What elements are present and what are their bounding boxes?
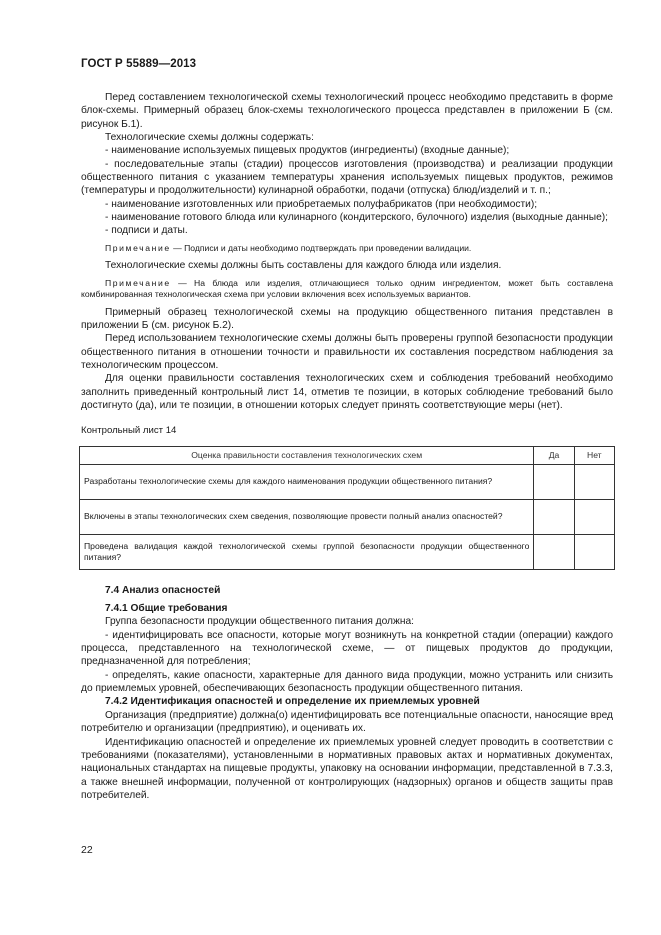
subsection-heading: 7.4.1 Общие требования — [105, 603, 228, 615]
table-row — [80, 499, 615, 534]
note-label: Примечание — [105, 277, 171, 288]
criterion-cell: Включены в этапы технологических схем сведения, позволяющие провести полный анализ опасностей? — [80, 499, 534, 534]
list-item: - наименование изготовленных или приобретаемых полуфабрикатов (при необходимости); — [105, 198, 538, 210]
checklist-table — [79, 446, 615, 570]
list-item: - последовательные этапы (стадии) процессов изготовления (производства) и реализации продукции общественного питания с указанием температуры хранения используемых пищевых продуктов, режимов (температуры и продолжительности) кулинарной обработки, подачи (отпуска) блюд/изделий и т. п.; — [81, 158, 613, 197]
paragraph: Перед использованием технологические схемы должны быть проверены группой безопасности продукции общественного питания в отношении точности и правильности их составления посредством наблюдения за технологическим процессом. — [81, 333, 613, 371]
section-heading: 7.4 Анализ опасностей — [105, 584, 221, 596]
list-item: - наименование готового блюда или кулинарного (кондитерского, булочного) изделия (выходные данные); — [105, 212, 608, 224]
paragraph: Примерный образец технологической схемы на продукцию общественного питания представлен в приложении Б (см. рисунок Б.2). — [81, 306, 613, 331]
subsection-body — [81, 709, 613, 802]
paragraph: Перед составлением технологической схемы технологический процесс необходимо представить в форме блок-схемы. Примерный образец блок-схемы технологического процесса представлен в приложении Б (см. рисунок Б.1). — [81, 92, 613, 130]
no-header: Нет — [574, 446, 614, 464]
intro-paragraphs — [81, 91, 613, 238]
yes-cell — [534, 464, 574, 499]
criterion-cell: Проведена валидация каждой технологической схемы группой безопасности продукции общественного питания? — [80, 534, 534, 569]
document-header: ГОСТ Р 55889—2013 — [81, 58, 197, 70]
note-text: — Подписи и даты необходимо подтверждать при проведении валидации. — [170, 242, 472, 253]
table-row — [80, 534, 615, 569]
validation-paragraphs — [81, 306, 613, 413]
criterion-cell: Разработаны технологические схемы для каждого наименования продукции общественного питания? — [80, 464, 534, 499]
subsection-heading: 7.4.2 Идентификация опасностей и определение их приемлемых уровней — [105, 696, 480, 708]
paragraph: Технологические схемы должны содержать: — [105, 132, 314, 144]
paragraph: Организация (предприятие) должна(о) идентифицировать все потенциальные опасности, наносящие вред потребителю и организации (предприятию), и оценивать их. — [81, 709, 613, 735]
subsection-body — [81, 615, 613, 695]
note — [81, 243, 613, 255]
paragraph: Идентификацию опасностей и определение их приемлемых уровней следует проводить в соответствии с требованиями (показателями), установленными в нормативных правовых актах и нормативных документах, национальных стандартах на пищевые продукты, упаковку на основании информации, представленной в 7.3.3, а также внешней информации, полученной от контролирующих (надзорных) органов и обществ защиты прав потребителей. — [81, 736, 613, 801]
note-label: Примечание — [105, 242, 171, 253]
paragraph: Технологические схемы должны быть составлены для каждого блюда или изделия. — [105, 260, 502, 272]
no-cell — [574, 499, 614, 534]
note — [81, 278, 613, 301]
note-text: — На блюда или изделия, отличающиеся только одним ингредиентом, может быть составлена комбинированная технологическая схема при условии включения всех используемых вариантов. — [81, 277, 613, 300]
no-cell — [574, 534, 614, 569]
list-item: - наименование используемых пищевых продуктов (ингредиенты) (входные данные); — [105, 145, 510, 157]
paragraph: Для оценки правильности составления технологических схем и соблюдения требований необходимо заполнить приведенный контрольный лист 14, отметив те позиции, в которых соблюдение требований было достигнуто (да), или те позиции, в отношении которых следует принять соответствующие меры (нет). — [81, 373, 613, 412]
list-item: - подписи и даты. — [105, 225, 188, 237]
yes-header: Да — [534, 446, 574, 464]
paragraph: Группа безопасности продукции общественного питания должна: — [105, 616, 414, 628]
checklist-caption: Контрольный лист 14 — [81, 425, 177, 437]
list-item: - определять, какие опасности, характерные для данного вида продукции, можно устранить или снизить до приемлемых уровней, обеспечивающих безопасность продукции общественного питания. — [81, 669, 613, 695]
criterion-header: Оценка правильности составления технологических схем — [80, 446, 534, 464]
list-item: - идентифицировать все опасности, которые могут возникнуть на конкретной стадии (операции) каждого процесса, представленного на технологической схеме, — от пищевых продуктов до продукции, предназначенной для потребления; — [81, 629, 613, 668]
table-row — [80, 464, 615, 499]
yes-cell — [534, 499, 574, 534]
yes-cell — [534, 534, 574, 569]
document-body — [81, 91, 613, 802]
checklist-header-row — [80, 446, 615, 464]
no-cell — [574, 464, 614, 499]
page-number: 22 — [81, 844, 93, 856]
